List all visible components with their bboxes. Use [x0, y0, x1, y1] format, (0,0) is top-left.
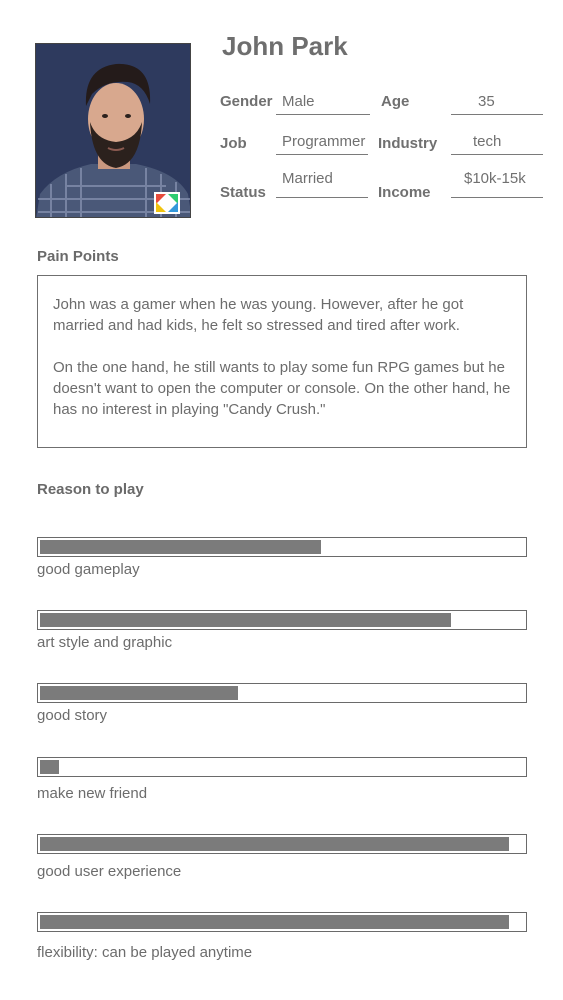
pain-point-paragraph: John was a gamer when he was young. However, after he got married and had kids, he felt so stressed and tired after work. [53, 296, 464, 334]
reason-label: make new friend [37, 785, 148, 802]
reason-bar [37, 912, 527, 932]
reason-bar-fill [40, 760, 59, 774]
age-label: Age [381, 93, 410, 110]
gender-value: Male [276, 93, 370, 115]
reason-to-play-title: Reason to play [37, 481, 144, 498]
industry-label: Industry [378, 135, 438, 152]
reason-bar-fill [40, 613, 451, 627]
reason-bar [37, 683, 527, 703]
reason-label: good gameplay [37, 561, 140, 578]
reason-bar [37, 537, 527, 557]
income-value: $10k-15k [451, 170, 543, 198]
persona-name: John Park [222, 31, 348, 61]
reason-label: flexibility: can be played anytime [37, 944, 253, 961]
pain-points-title: Pain Points [37, 248, 119, 265]
reason-bar-fill [40, 540, 321, 554]
reason-bar [37, 757, 527, 777]
age-value: 35 [451, 93, 543, 115]
reason-label: art style and graphic [37, 634, 173, 651]
status-label: Status [220, 184, 266, 201]
income-label: Income [378, 184, 431, 201]
job-value: Programmer [276, 133, 368, 155]
reason-label: good story [37, 707, 108, 724]
pain-points-box [37, 275, 527, 448]
reason-bar-fill [40, 915, 509, 929]
reason-bar [37, 610, 527, 630]
reason-bar-fill [40, 837, 509, 851]
industry-value: tech [451, 133, 543, 155]
job-label: Job [220, 135, 247, 152]
status-value: Married [276, 170, 368, 198]
reason-bar-fill [40, 686, 238, 700]
pain-point-paragraph: On the one hand, he still wants to play some fun RPG games but he doesn't want to open the computer or console. On the other hand, he has no interest in playing "Candy Crush." [53, 359, 511, 418]
reason-label: good user experience [37, 863, 182, 880]
gender-label: Gender [220, 93, 273, 110]
profile-photo [35, 43, 191, 218]
reason-bar [37, 834, 527, 854]
